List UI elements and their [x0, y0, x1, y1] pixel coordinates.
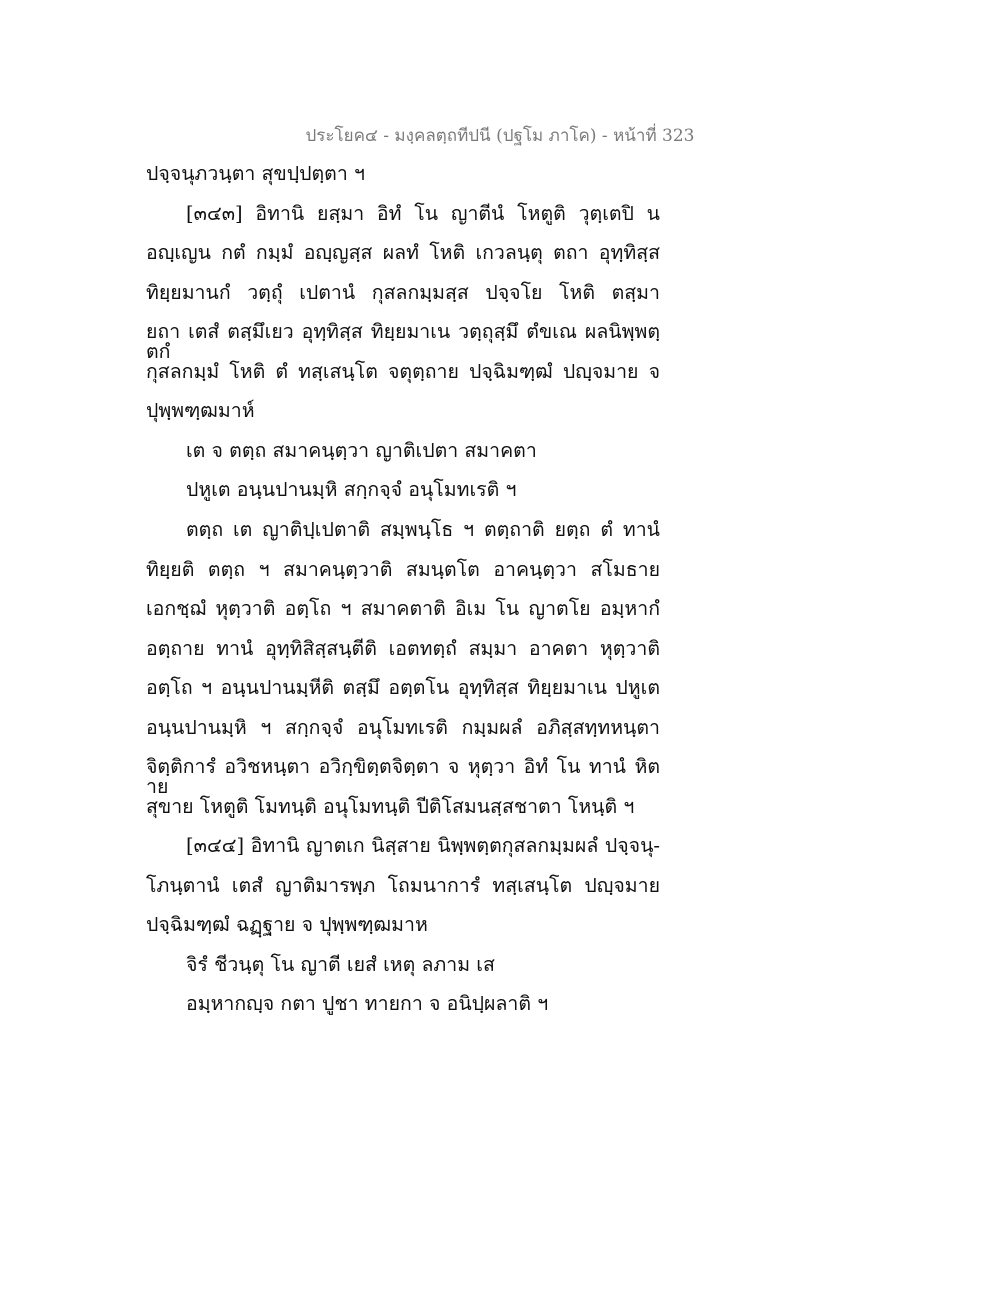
paragraph-344-start: [๓๔๔] อิทานิ ญาตเก นิสฺสาย นิพฺพตฺตกุสลกมฺมผลํ ปจฺจนุ- — [186, 834, 660, 857]
text-line: ทิยฺยมานกํ วตฺถุํ เปตานํ กุสลกมฺมสฺส ปจฺจโย โหติ ตสฺมา — [146, 281, 660, 304]
commentary-start: ตตฺถ เต ญาติปฺเปตาติ สมฺพนฺโธ ฯ ตตฺถาติ ยตฺถ ตํ ทานํ — [186, 518, 660, 541]
running-header: ประโยค๔ - มงฺคลตฺถทีปนี (ปฐโม ภาโค) - หน้าที่ 323 — [305, 126, 695, 146]
verse-line: เต จ ตตฺถ สมาคนฺตฺวา ญาติเปตา สมาคตา — [186, 439, 537, 462]
verse-line: อมฺหากญฺจ กตา ปูชา ทายกา จ อนิปฺผลาติ ฯ — [186, 992, 549, 1015]
text-line: อตฺโถ ฯ อนฺนปานมฺหีติ ตสฺมึ อตฺตโน อุทฺทิสฺส ทิยฺยมาเน ปหูเต — [146, 676, 660, 699]
text-line: อตฺถาย ทานํ อุทฺทิสิสฺสนฺตีติ เอตทตฺถํ สมฺมา อาคตา หุตฺวาติ — [146, 637, 660, 660]
text-line: ยถา เตสํ ตสฺมึเยว อุทฺทิสฺส ทิยฺยมาเน วตฺถุสฺมึ ตํขเณ ผลนิพฺพตฺตกํ — [146, 320, 660, 363]
text-line: อญฺเญน กตํ กมฺมํ อญฺญสฺส ผลทํ โหติ เกวลนฺตุ ตถา อุทฺทิสฺส — [146, 241, 660, 264]
paragraph-343-start: [๓๔๓] อิทานิ ยสฺมา อิทํ โน ญาตีนํ โหตูติ วุตฺเตปิ น — [186, 202, 660, 225]
text-line: เอกชฺฌํ หุตฺวาติ อตฺโถ ฯ สมาคตาติ อิเม โน ญาตโย อมฺหากํ — [146, 597, 660, 620]
text-line: อนฺนปานมฺหิ ฯ สกฺกจฺจํ อนุโมทเรติ กมฺมผลํ อภิสฺสทฺทหนฺตา — [146, 716, 660, 739]
text-line: โภนฺตานํ เตสํ ญาติมารพฺภ โถมนาการํ ทสฺเสนฺโต ปญฺจมาย — [146, 874, 660, 897]
text-line: ปุพฺพฑฺฒมาห์ — [146, 399, 255, 422]
text-line: กุสลกมฺมํ โหติ ตํ ทสฺเสนฺโต จตุตฺถาย ปจฺฉิมฑฺฒํ ปญฺจมาย จ — [146, 360, 660, 383]
text-line: ทิยฺยติ ตตฺถ ฯ สมาคนฺตฺวาติ สมนฺตโต อาคนฺตฺวา สโมธาย — [146, 558, 660, 581]
text-line: สุขาย โหตูติ โมทนฺติ อนุโมทนฺติ ปีติโสมนสฺสชาตา โหนฺติ ฯ — [146, 795, 635, 818]
text-line: จิตฺติการํ อวิชหนฺตา อวิกฺขิตฺตจิตฺตา จ หุตฺวา อิทํ โน ทานํ หิตาย — [146, 755, 660, 798]
text-line: ปจฺฉิมฑฺฒํ ฉฏฺฐาย จ ปุพฺพฑฺฒมาห — [146, 913, 428, 936]
verse-line: ปหูเต อนฺนปานมฺหิ สกฺกจฺจํ อนุโมทเรติ ฯ — [186, 478, 517, 501]
text-line: ปจฺจนุภวนฺตา สุขปฺปตฺตา ฯ — [146, 162, 365, 185]
verse-line: จิรํ ชีวนฺตุ โน ญาตี เยสํ เหตุ ลภาม เส — [186, 953, 495, 976]
